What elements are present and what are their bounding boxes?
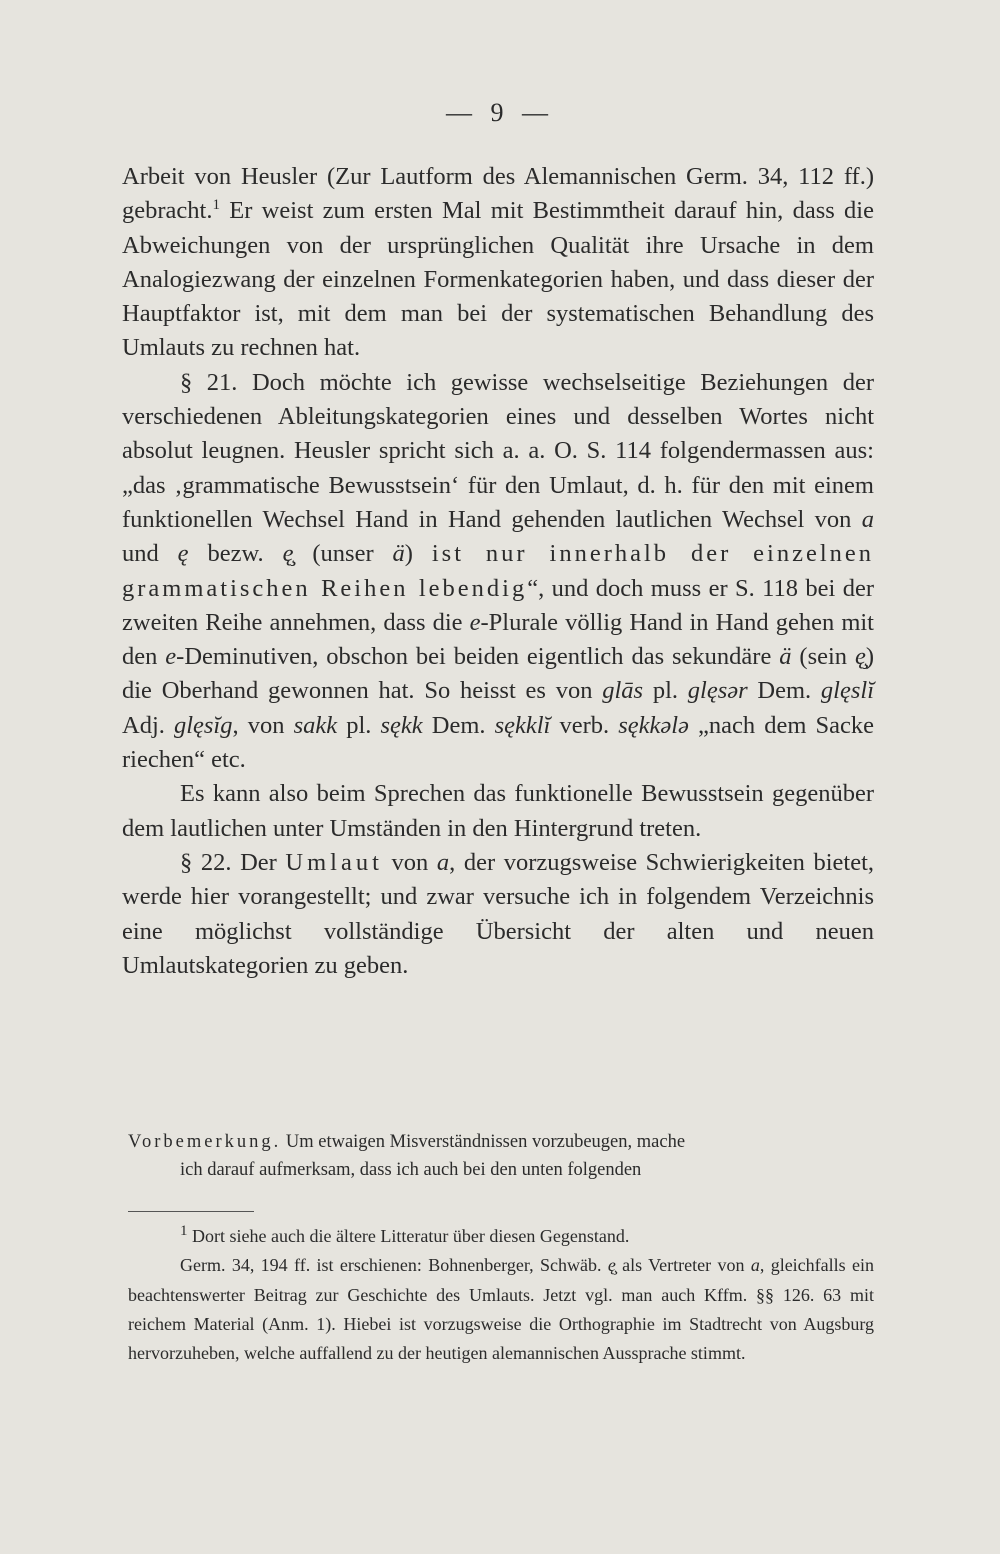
spaced-emphasis: ist nur innerhalb der einzelnen grammatischen Reihen lebendig: [122, 540, 874, 602]
text-run: , von: [232, 711, 294, 739]
italic-form: sakk: [293, 711, 338, 739]
footnote-text: als Vertreter von: [615, 1255, 751, 1276]
italic-form: ę̧: [854, 643, 866, 671]
italic-form: e: [165, 643, 177, 671]
text-run: „nach dem Sacke riechen“ etc.: [122, 711, 875, 774]
italic-form: sękk: [380, 711, 423, 739]
italic-form: glęsər: [687, 677, 748, 705]
text-run: “, und doch muss er S. 118 bei der zweiten Reihe annehmen, dass die: [122, 574, 874, 636]
text-run: bezw.: [188, 540, 283, 568]
paragraph-section-21: [122, 366, 874, 778]
italic-form: glęsĭg: [173, 711, 233, 739]
italic-form: a: [750, 1255, 760, 1276]
paragraph-1: [122, 160, 874, 366]
text-run: § 22. Der: [180, 848, 286, 876]
italic-form: sękkələ: [618, 711, 689, 739]
spaced-emphasis: Umlaut: [285, 848, 383, 876]
text-run: ): [404, 540, 432, 568]
text-run: -Plurale völlig Hand in Hand gehen mit den: [122, 608, 874, 671]
paragraph-1-text-cont: Er weist zum ersten Mal mit Bestimmtheit darauf hin, dass die Abweichungen von der ursprünglichen Qualität ihre Ursache in dem Analogiezwang der einzelnen Formenkategorien haben, und dass dieser der Hauptfaktor ist, mit dem man bei der systematischen Behandlung des Umlauts zu rechnen hat.: [122, 197, 874, 362]
text-run: Adj.: [122, 711, 174, 739]
italic-form: sękklĭ: [494, 711, 551, 739]
text-run: von: [382, 848, 437, 876]
paragraph-3: Es kann also beim Sprechen das funktionelle Bewusstsein gegenüber dem lautlichen unter Umständen in den Hintergrund treten.: [122, 780, 874, 842]
page-number: — 9 —: [446, 98, 554, 127]
text-run: (sein: [791, 643, 855, 671]
text-run: Dem.: [747, 677, 821, 705]
note-line-2: ich darauf aufmerksam, dass ich auch bei den unten folgenden: [180, 1160, 642, 1180]
italic-form: a: [861, 505, 874, 533]
text-run: pl.: [643, 677, 688, 705]
preliminary-note: [128, 1128, 874, 1184]
text-run: , der vorzugsweise Schwierigkeiten bietet, werde hier vorangestellt; und zwar versuche ich in folgendem Verzeichnis eine möglichst vollständige Übersicht der alten und neuen Umlautskategorien zu geben.: [122, 848, 875, 979]
text-run: § 21. Doch möchte ich gewisse wechselseitige Beziehungen der verschiedenen Ableitungskategorien eines und desselben Wortes nicht absolut leugnen. Heusler spricht sich a. a. O. S. 114 folgendermassen aus: „das ‚grammatische Bewusstsein‘ für den Umlaut, d. h. für den mit einem funktionellen Wechsel Hand in Hand gehenden lautlichen Wechsel von: [122, 368, 874, 533]
italic-form: ä: [392, 540, 405, 568]
footnote-text: , gleichfalls ein beachtenswerter Beitrag zur Geschichte des Umlauts. Jetzt vgl. man auch Kffm. §§ 126. 63 mit reichem Material (Anm. 1). Hiebei ist vorzugsweise die Orthographie im Stadtrecht von Augsburg hervorzuheben, welche auffallend zu der heutigen alemannischen Aussprache stimmt.: [128, 1255, 875, 1364]
footnote-divider: [128, 1211, 254, 1212]
paragraph-section-22: [122, 846, 874, 983]
footnote-1-cont: [128, 1251, 874, 1368]
italic-form: e: [469, 608, 481, 636]
italic-form: ä: [779, 643, 792, 671]
paragraph-1-text: Arbeit von Heusler (Zur Lautform des Alemannischen Germ. 34, 112 ff.) gebracht.: [122, 163, 874, 225]
text-run: ) die Oberhand gewonnen hat. So heisst es von: [122, 643, 874, 705]
text-run: Dem.: [422, 711, 495, 739]
text-run: verb.: [550, 711, 619, 739]
text-run: (unser: [293, 540, 393, 568]
text-run: pl.: [337, 711, 381, 739]
italic-form: ę: [177, 540, 189, 568]
footnote-mark: 1: [180, 1223, 188, 1239]
note-text: Um etwaigen Misverständnissen vorzubeugen, mache: [281, 1132, 686, 1152]
footnote-text: Dort siehe auch die ältere Litteratur über diesen Gegenstand.: [187, 1226, 630, 1246]
italic-form: glęslĭ: [820, 677, 875, 705]
italic-form: ę̧: [282, 540, 294, 568]
italic-form: ę̧: [607, 1255, 616, 1276]
footnote-text: Germ. 34, 194 ff. ist erschienen: Bohnenberger, Schwäb.: [180, 1255, 608, 1276]
note-line-1: [128, 1128, 874, 1156]
main-text: [122, 160, 874, 983]
footnote-1: [128, 1222, 874, 1251]
note-label: Vorbemerkung.: [128, 1132, 282, 1152]
footnote-reference: 1: [212, 197, 220, 214]
italic-form: glās: [602, 677, 644, 705]
italic-form: a: [436, 848, 450, 876]
text-run: -Deminutiven, obschon bei beiden eigentlich das sekundäre: [176, 643, 780, 671]
text-run: und: [122, 540, 178, 568]
footnotes: [128, 1222, 874, 1368]
